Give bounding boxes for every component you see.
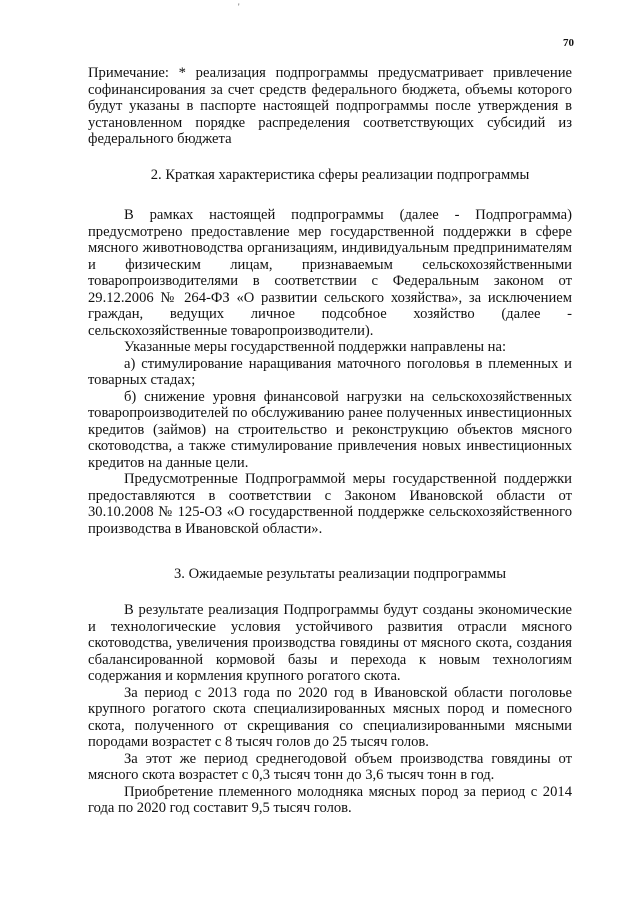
section-3-paragraph-2: За период с 2013 года по 2020 год в Ивановской области поголовье крупного рогатого скота специализированных мясных пород и помесного скота, полученного от скрещивания со специализированными мясными породами возрастет с 8 тысяч голов до 25 тысяч голов. [88, 684, 572, 750]
section-2-heading: 2. Краткая характеристика сферы реализации подпрограммы [150, 167, 530, 183]
section-3-paragraph-1: В результате реализация Подпрограммы будут созданы экономические и технологические условия устойчивого развития отрасли мясного скотоводства, увеличения производства говядины от мясного скота, создания сбалансированной кормовой базы и перехода к новым технологиям содержания и кормления крупного рогатого скота. [88, 602, 572, 684]
note-text: Примечание: * реализация подпрограммы предусматривает привлечение софинансирования за счет средств федерального бюджета, объемы которого будут указаны в паспорте настоящей подпрограммы после утверждения в установленном порядке распределения соответствующих субсидий из федерального бюджета [88, 65, 572, 147]
page-number: 70 [563, 37, 574, 49]
section-2-paragraph-1: В рамках настоящей подпрограммы (далее - Подпрограмма) предусмотрено предоставление мер государственной поддержки в сфере мясного животноводства организациям, индивидуальным предпринимателям и физическим лицам, признаваемым сельскохозяйственными товаропроизводителями в соответствии с Федеральным законом от 29.12.2006 № 264-ФЗ «О развитии сельского хозяйства», за исключением граждан, ведущих личное подсобное хозяйство (далее - сельскохозяйственные товаропроизводители). [88, 207, 572, 339]
section-3-heading: 3. Ожидаемые результаты реализации подпрограммы [173, 566, 507, 582]
section-2-item-a: а) стимулирование наращивания маточного поголовья в племенных и товарных стадах; [88, 355, 572, 388]
section-3-paragraph-4: Приобретение племенного молодняка мясных пород за период с 2014 года по 2020 год составит 9,5 тысяч голов. [88, 783, 572, 816]
section-3-paragraph-3: За этот же период среднегодовой объем производства говядины от мясного скота возрастет с 0,3 тысяч тонн до 3,6 тысяч тонн в год. [88, 750, 572, 783]
note-paragraph [88, 65, 572, 148]
section-2-paragraph-5: Предусмотренные Подпрограммой меры государственной поддержки предоставляются в соответствии с Законом Ивановской области от 30.10.2008 № 125-ОЗ «О государственной поддержке сельскохозяйственного производства в Ивановской области». [88, 471, 572, 537]
section-2-body [88, 207, 572, 537]
section-2-paragraph-2: Указанные меры государственной поддержки направлены на: [124, 339, 506, 355]
section-2-item-b: б) снижение уровня финансовой нагрузки на сельскохозяйственных товаропроизводителей по обслуживанию ранее полученных инвестиционных кредитов (займов) на строительство и реконструкцию объектов мясного скотоводства, а также стимулирование привлечения новых инвестиционных кредитов на данные цели. [88, 388, 572, 471]
scan-mark: ' [238, 2, 240, 12]
section-3-body [88, 602, 572, 817]
